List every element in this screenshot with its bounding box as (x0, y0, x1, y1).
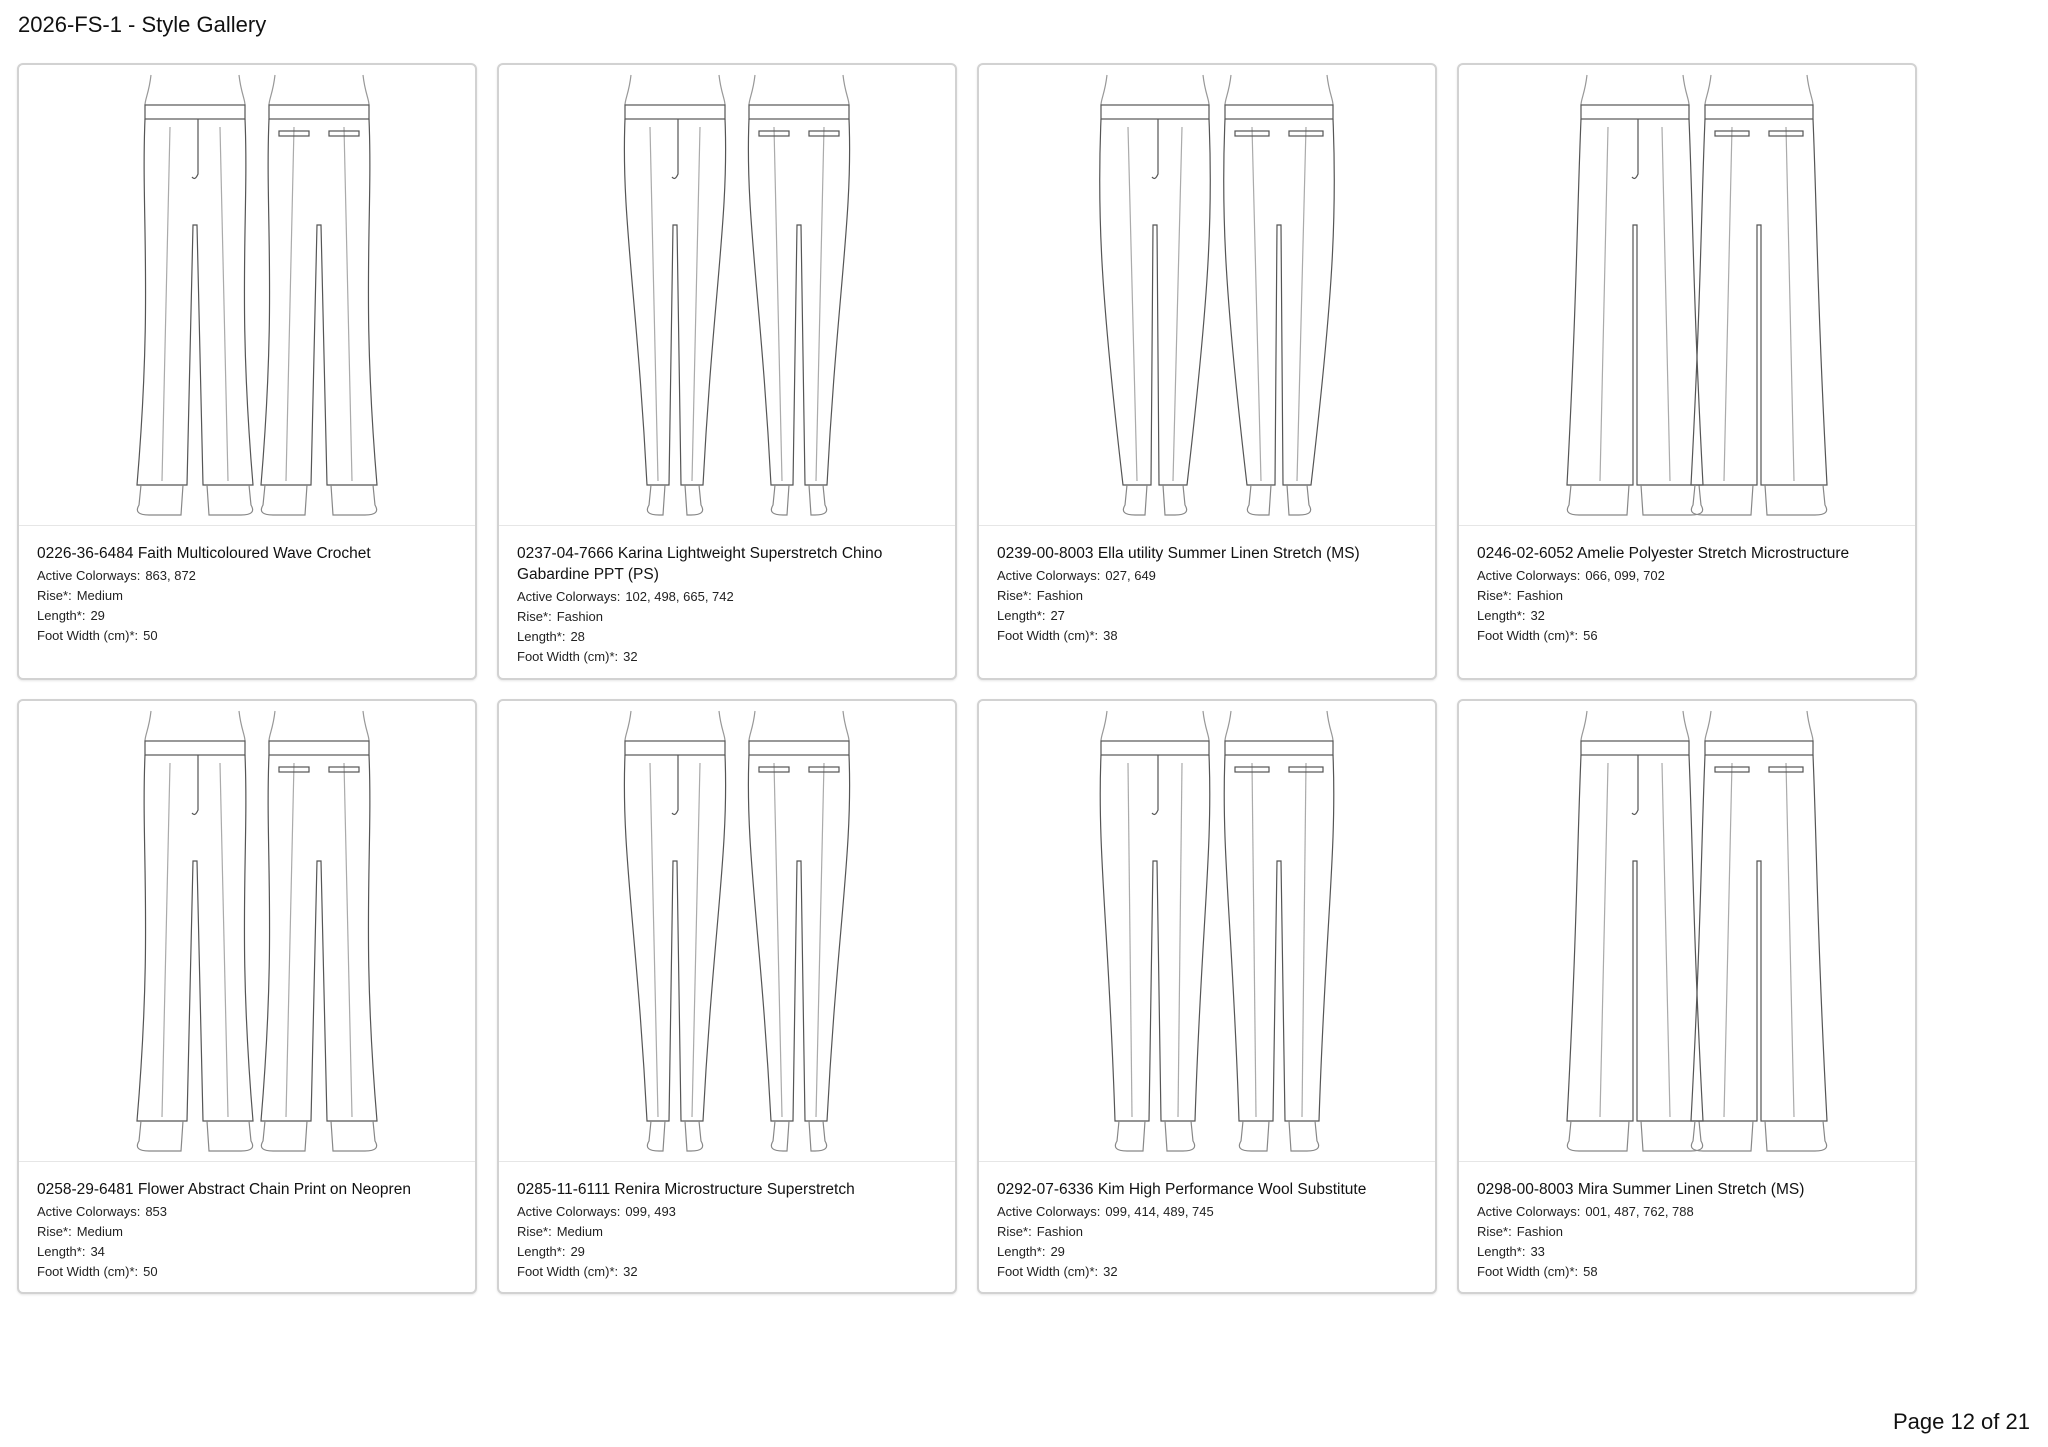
style-card[interactable] (17, 699, 477, 1294)
rise-row (37, 1222, 461, 1242)
trouser-sketch (499, 65, 955, 525)
waistband (1101, 741, 1209, 755)
colorways-value: 853 (145, 1204, 168, 1219)
torso-line (1203, 75, 1209, 105)
flat-sketch (19, 701, 475, 1162)
rise-label: Rise*: (1477, 1224, 1512, 1239)
rise-value: Medium (556, 1224, 603, 1239)
crease-line (1128, 127, 1137, 481)
torso-line (843, 75, 849, 105)
waistband (625, 741, 725, 755)
foot-width-value: 32 (1103, 1264, 1118, 1279)
waistband (1225, 741, 1333, 755)
colorways-row (37, 1202, 461, 1222)
waistband (1581, 741, 1689, 755)
crease-line (816, 127, 824, 481)
style-info (997, 543, 1421, 646)
trouser-outline (261, 119, 377, 485)
flat-sketch (499, 701, 955, 1162)
crease-line (692, 763, 700, 1117)
flat-sketch (19, 65, 475, 526)
foot-width-value: 32 (623, 1264, 638, 1279)
colorways-row (517, 1202, 941, 1222)
torso-line (749, 75, 755, 105)
crease-line (774, 763, 782, 1117)
length-row (997, 606, 1421, 626)
foot (1567, 1121, 1629, 1151)
crease-line (650, 127, 658, 481)
rise-value: Medium (76, 1224, 123, 1239)
back-view (1224, 75, 1335, 515)
crease-line (1724, 127, 1732, 481)
colorways-row (1477, 1202, 1901, 1222)
torso-line (1807, 75, 1813, 105)
fly-stitch (1152, 755, 1158, 814)
fly-stitch (1632, 119, 1638, 178)
fly-stitch (192, 119, 198, 178)
length-value: 34 (90, 1244, 105, 1259)
style-card[interactable] (1457, 699, 1917, 1294)
trouser-outline (1567, 119, 1703, 485)
waistband (1705, 105, 1813, 119)
foot-width-label: Foot Width (cm)*: (1477, 1264, 1579, 1279)
foot (771, 485, 789, 515)
foot-width-label: Foot Width (cm)*: (517, 649, 619, 664)
page-title: 2026-FS-1 - Style Gallery (18, 12, 267, 37)
length-label: Length*: (1477, 608, 1526, 623)
foot (1247, 485, 1271, 515)
torso-line (1101, 75, 1107, 105)
trouser-sketch (499, 701, 955, 1161)
style-card[interactable] (1457, 63, 1917, 680)
crease-line (816, 763, 824, 1117)
crease-line (1600, 763, 1608, 1117)
crease-line (1297, 127, 1306, 481)
colorways-label: Active Colorways: (37, 1204, 141, 1219)
trouser-outline (1100, 755, 1210, 1121)
flat-sketch (979, 701, 1435, 1162)
crease-line (344, 763, 352, 1117)
colorways-row (37, 566, 461, 586)
crease-line (1600, 127, 1608, 481)
length-row (1477, 1242, 1901, 1262)
torso-line (145, 75, 151, 105)
crease-line (1662, 127, 1670, 481)
front-view (1100, 711, 1210, 1151)
style-info (517, 1179, 941, 1282)
rise-label: Rise*: (997, 1224, 1032, 1239)
torso-line (269, 75, 275, 105)
foot (137, 485, 183, 515)
style-name: 0292-07-6336 Kim High Performance Wool Substitute (997, 1181, 1367, 1198)
fly-stitch (672, 119, 678, 178)
foot (809, 485, 827, 515)
front-view (624, 711, 725, 1151)
foot (1163, 485, 1187, 515)
torso-line (719, 75, 725, 105)
foot (261, 1121, 307, 1151)
back-view (1691, 711, 1827, 1151)
foot (1289, 1121, 1319, 1151)
colorways-row (1477, 566, 1901, 586)
foot (261, 485, 307, 515)
rise-label: Rise*: (517, 609, 552, 624)
torso-line (749, 711, 755, 741)
colorways-label: Active Colorways: (1477, 568, 1581, 583)
rise-row (1477, 586, 1901, 606)
rise-label: Rise*: (997, 588, 1032, 603)
foot (647, 1121, 665, 1151)
colorways-value: 863, 872 (145, 568, 196, 583)
waistband (1101, 105, 1209, 119)
rise-label: Rise*: (37, 1224, 72, 1239)
length-label: Length*: (37, 1244, 86, 1259)
trouser-outline (137, 119, 253, 485)
style-info (997, 1179, 1421, 1282)
crease-line (1178, 763, 1182, 1117)
rise-row (517, 1222, 941, 1242)
waistband (269, 105, 369, 119)
length-value: 29 (570, 1244, 585, 1259)
style-card[interactable] (497, 63, 957, 680)
foot-width-label: Foot Width (cm)*: (1477, 628, 1579, 643)
trouser-sketch (1459, 701, 1915, 1161)
rise-value: Medium (76, 588, 123, 603)
trouser-sketch (979, 701, 1435, 1161)
style-info (37, 1179, 461, 1282)
waistband (625, 105, 725, 119)
length-label: Length*: (1477, 1244, 1526, 1259)
length-row (997, 1242, 1421, 1262)
back-view (1691, 75, 1827, 515)
colorways-label: Active Colorways: (37, 568, 141, 583)
back-view (748, 75, 849, 515)
rise-row (37, 586, 461, 606)
crease-line (286, 763, 294, 1117)
front-view (1567, 75, 1703, 515)
length-value: 32 (1530, 608, 1545, 623)
length-value: 27 (1050, 608, 1065, 623)
rise-row (517, 607, 941, 627)
colorways-label: Active Colorways: (997, 1204, 1101, 1219)
style-info (37, 543, 461, 646)
length-row (517, 1242, 941, 1262)
torso-line (239, 711, 245, 741)
foot-width-row (517, 1262, 941, 1282)
rise-value: Fashion (1036, 588, 1083, 603)
rise-value: Fashion (1516, 1224, 1563, 1239)
foot-width-row (517, 647, 941, 667)
rise-value: Fashion (1516, 588, 1563, 603)
waistband (749, 105, 849, 119)
foot-width-label: Foot Width (cm)*: (997, 1264, 1099, 1279)
crease-line (1252, 763, 1256, 1117)
foot (1239, 1121, 1269, 1151)
torso-line (1683, 711, 1689, 741)
colorways-label: Active Colorways: (1477, 1204, 1581, 1219)
back-view (261, 75, 377, 515)
trouser-sketch (19, 701, 475, 1161)
rise-label: Rise*: (517, 1224, 552, 1239)
foot (331, 485, 377, 515)
trouser-outline (748, 119, 849, 485)
back-view (1224, 711, 1334, 1151)
front-view (137, 711, 253, 1151)
torso-line (1203, 711, 1209, 741)
torso-line (1327, 711, 1333, 741)
style-name: 0285-11-6111 Renira Microstructure Superstretch (517, 1181, 855, 1198)
colorways-value: 099, 414, 489, 745 (1105, 1204, 1214, 1219)
crease-line (162, 127, 170, 481)
rise-row (997, 1222, 1421, 1242)
torso-line (1705, 711, 1711, 741)
back-view (748, 711, 849, 1151)
colorways-value: 102, 498, 665, 742 (625, 589, 734, 604)
trouser-outline (748, 755, 849, 1121)
flat-sketch (1459, 65, 1915, 526)
torso-line (1581, 75, 1587, 105)
length-value: 33 (1530, 1244, 1545, 1259)
trouser-outline (624, 119, 725, 485)
foot (647, 485, 665, 515)
crease-line (650, 763, 658, 1117)
foot-width-row (997, 1262, 1421, 1282)
trouser-outline (1691, 755, 1827, 1121)
crease-line (774, 127, 782, 481)
flat-sketch (499, 65, 955, 526)
trouser-outline (1224, 119, 1335, 485)
foot-width-row (1477, 1262, 1901, 1282)
front-view (1100, 75, 1211, 515)
torso-line (269, 711, 275, 741)
colorways-value: 001, 487, 762, 788 (1585, 1204, 1694, 1219)
style-info (1477, 1179, 1901, 1282)
foot (685, 1121, 703, 1151)
rise-value: Fashion (556, 609, 603, 624)
waistband (1581, 105, 1689, 119)
trouser-outline (1100, 119, 1211, 485)
torso-line (1225, 75, 1231, 105)
crease-line (220, 763, 228, 1117)
colorways-row (997, 1202, 1421, 1222)
fly-stitch (1632, 755, 1638, 814)
torso-line (1101, 711, 1107, 741)
colorways-label: Active Colorways: (517, 1204, 621, 1219)
foot (685, 485, 703, 515)
foot (331, 1121, 377, 1151)
length-label: Length*: (37, 608, 86, 623)
crease-line (1786, 763, 1794, 1117)
trouser-outline (137, 755, 253, 1121)
fly-stitch (1152, 119, 1158, 178)
style-name: 0246-02-6052 Amelie Polyester Stretch Microstructure (1477, 545, 1850, 562)
crease-line (344, 127, 352, 481)
crease-line (1128, 763, 1132, 1117)
foot (207, 1121, 253, 1151)
style-name: 0298-00-8003 Mira Summer Linen Stretch (MS) (1477, 1181, 1805, 1198)
foot (809, 1121, 827, 1151)
style-name: 0239-00-8003 Ella utility Summer Linen Stretch (MS) (997, 545, 1360, 562)
crease-line (1252, 127, 1261, 481)
foot (1765, 485, 1827, 515)
crease-line (1724, 763, 1732, 1117)
foot-width-row (997, 626, 1421, 646)
back-view (261, 711, 377, 1151)
foot-width-value: 38 (1103, 628, 1118, 643)
crease-line (286, 127, 294, 481)
fly-stitch (192, 755, 198, 814)
front-view (137, 75, 253, 515)
rise-label: Rise*: (37, 588, 72, 603)
rise-label: Rise*: (1477, 588, 1512, 603)
rise-value: Fashion (1036, 1224, 1083, 1239)
torso-line (625, 711, 631, 741)
foot (207, 485, 253, 515)
waistband (749, 741, 849, 755)
fly-stitch (672, 755, 678, 814)
style-name: 0258-29-6481 Flower Abstract Chain Print on Neopren (37, 1181, 411, 1198)
foot-width-value: 50 (143, 628, 158, 643)
torso-line (239, 75, 245, 105)
foot-width-row (1477, 626, 1901, 646)
torso-line (1683, 75, 1689, 105)
trouser-sketch (1459, 65, 1915, 525)
trouser-outline (1567, 755, 1703, 1121)
torso-line (625, 75, 631, 105)
waistband (269, 741, 369, 755)
foot (137, 1121, 183, 1151)
length-value: 29 (90, 608, 105, 623)
length-row (37, 606, 461, 626)
style-name: 0226-36-6484 Faith Multicoloured Wave Crochet (37, 545, 371, 562)
foot-width-value: 50 (143, 1264, 158, 1279)
rise-row (997, 586, 1421, 606)
crease-line (1302, 763, 1306, 1117)
crease-line (1786, 127, 1794, 481)
foot (771, 1121, 789, 1151)
foot-width-value: 58 (1583, 1264, 1598, 1279)
length-row (517, 627, 941, 647)
style-card[interactable] (17, 63, 477, 680)
crease-line (220, 127, 228, 481)
torso-line (363, 711, 369, 741)
length-row (1477, 606, 1901, 626)
foot (1567, 485, 1629, 515)
foot (1165, 1121, 1195, 1151)
foot (1765, 1121, 1827, 1151)
page-number: Page 12 of 21 (1892, 1409, 2030, 1434)
foot-width-value: 32 (623, 649, 638, 664)
rise-row (1477, 1222, 1901, 1242)
crease-line (692, 127, 700, 481)
trouser-outline (624, 755, 725, 1121)
torso-line (1581, 711, 1587, 741)
foot (1115, 1121, 1145, 1151)
colorways-value: 066, 099, 702 (1585, 568, 1665, 583)
front-view (624, 75, 725, 515)
torso-line (1705, 75, 1711, 105)
trouser-outline (1224, 755, 1334, 1121)
trouser-sketch (979, 65, 1435, 525)
length-label: Length*: (997, 608, 1046, 623)
trouser-outline (1691, 119, 1827, 485)
style-info (517, 543, 941, 667)
torso-line (1807, 711, 1813, 741)
length-value: 29 (1050, 1244, 1065, 1259)
foot-width-label: Foot Width (cm)*: (997, 628, 1099, 643)
colorways-value: 099, 493 (625, 1204, 676, 1219)
style-card[interactable] (497, 699, 957, 1294)
trouser-sketch (19, 65, 475, 525)
trouser-outline (261, 755, 377, 1121)
waistband (145, 105, 245, 119)
length-label: Length*: (517, 629, 566, 644)
foot-width-label: Foot Width (cm)*: (37, 628, 139, 643)
foot (1123, 485, 1147, 515)
waistband (1705, 741, 1813, 755)
colorways-label: Active Colorways: (997, 568, 1101, 583)
foot-width-label: Foot Width (cm)*: (37, 1264, 139, 1279)
colorways-label: Active Colorways: (517, 589, 621, 604)
colorways-value: 027, 649 (1105, 568, 1156, 583)
crease-line (1662, 763, 1670, 1117)
style-info (1477, 543, 1901, 646)
crease-line (162, 763, 170, 1117)
style-name: 0237-04-7666 Karina Lightweight Superstretch Chino Gabardine PPT (PS) (517, 545, 883, 583)
torso-line (1225, 711, 1231, 741)
torso-line (843, 711, 849, 741)
torso-line (363, 75, 369, 105)
torso-line (1327, 75, 1333, 105)
foot-width-label: Foot Width (cm)*: (517, 1264, 619, 1279)
foot-width-row (37, 1262, 461, 1282)
flat-sketch (1459, 701, 1915, 1162)
length-value: 28 (570, 629, 585, 644)
flat-sketch (979, 65, 1435, 526)
colorways-row (997, 566, 1421, 586)
foot-width-value: 56 (1583, 628, 1598, 643)
style-card[interactable] (977, 699, 1437, 1294)
length-row (37, 1242, 461, 1262)
front-view (1567, 711, 1703, 1151)
style-card[interactable] (977, 63, 1437, 680)
waistband (145, 741, 245, 755)
torso-line (145, 711, 151, 741)
colorways-row (517, 587, 941, 607)
waistband (1225, 105, 1333, 119)
foot-width-row (37, 626, 461, 646)
crease-line (1173, 127, 1182, 481)
length-label: Length*: (517, 1244, 566, 1259)
length-label: Length*: (997, 1244, 1046, 1259)
foot (1287, 485, 1311, 515)
torso-line (719, 711, 725, 741)
